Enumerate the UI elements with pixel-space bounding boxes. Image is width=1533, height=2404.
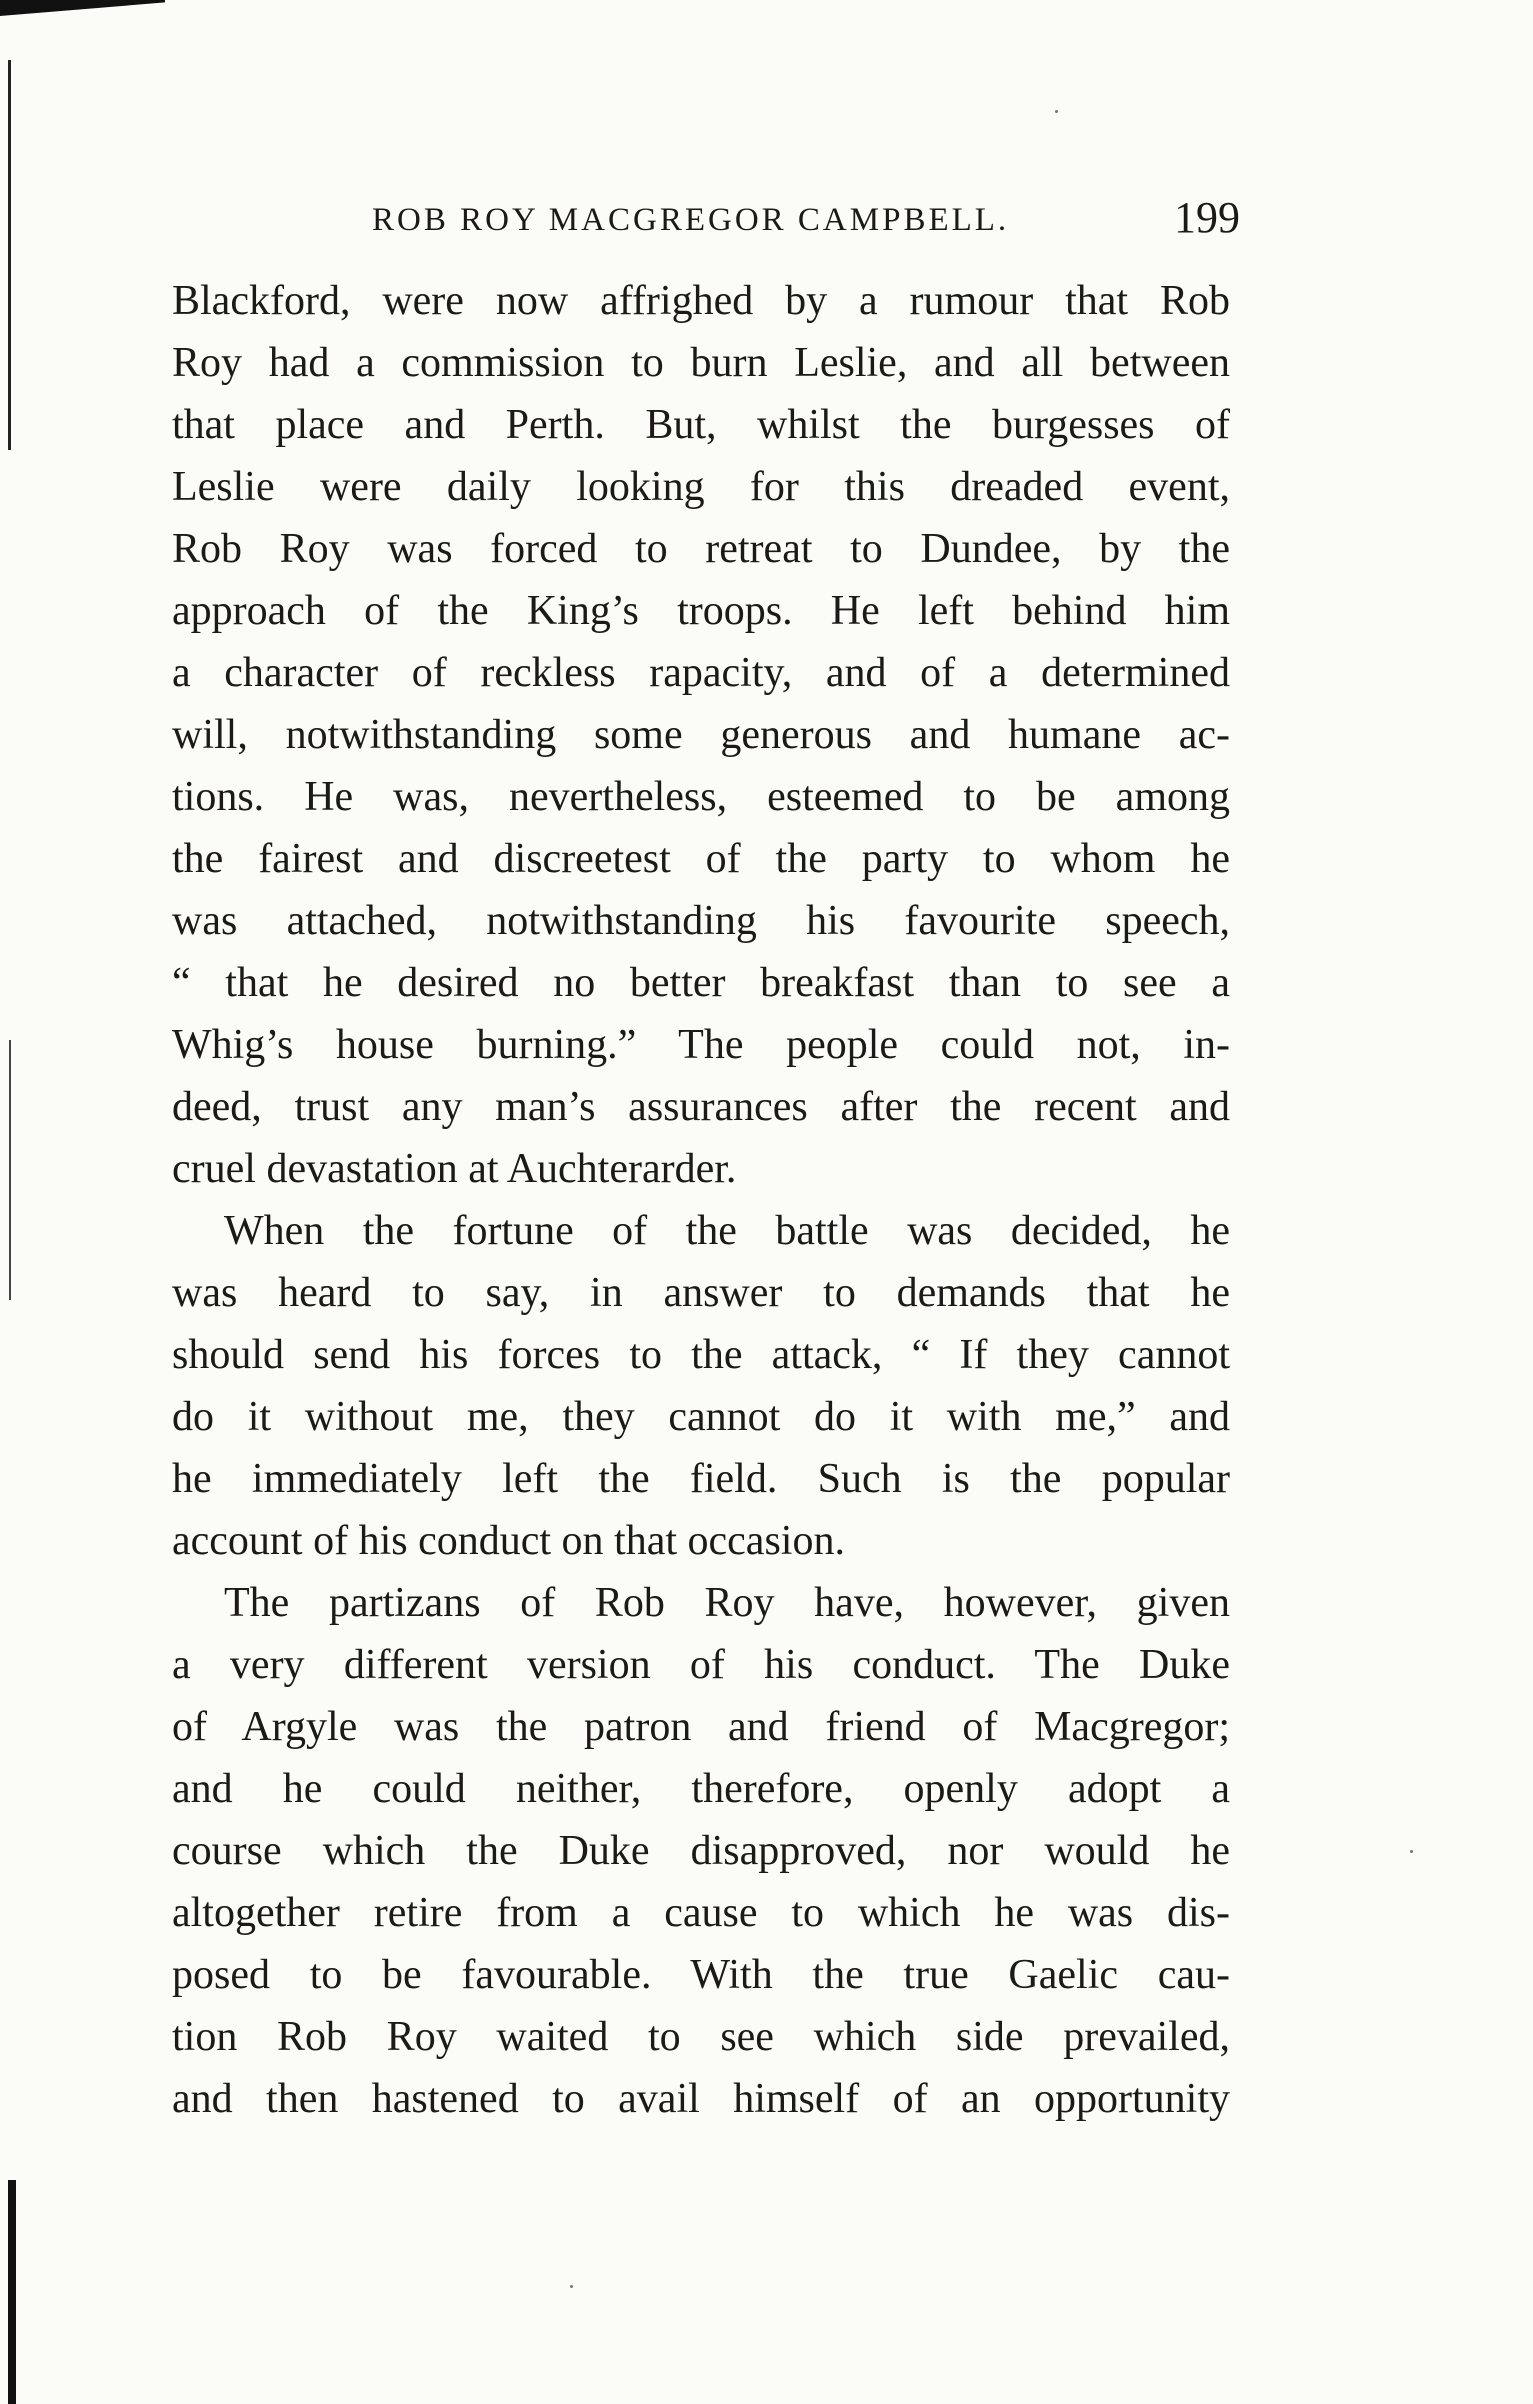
scan-edge-mark-top xyxy=(0,0,165,16)
text-line: the fairest and discreetest of the party to whom he xyxy=(172,836,1230,882)
text-line: account of his conduct on that occasion. xyxy=(172,1518,845,1564)
text-line: a character of reckless rapacity, and of a determined xyxy=(172,650,1230,696)
scan-speck xyxy=(570,2285,573,2288)
page-number: 199 xyxy=(1174,193,1240,242)
running-title: ROB ROY MACGREGOR CAMPBELL. xyxy=(372,202,1010,238)
text-line: should send his forces to the attack, “ If they cannot xyxy=(172,1332,1230,1378)
scan-speck xyxy=(1410,1850,1413,1853)
body-text xyxy=(172,270,1230,2130)
text-line: cruel devastation at Auchterarder. xyxy=(172,1146,737,1192)
page-header xyxy=(172,192,1240,252)
scan-edge-mark-left xyxy=(9,1040,11,1300)
text-line: Blackford, were now affrighed by a rumour that Rob xyxy=(172,278,1230,324)
text-line: do it without me, they cannot do it with me,” and xyxy=(172,1394,1230,1440)
text-line: tions. He was, nevertheless, esteemed to be among xyxy=(172,774,1230,820)
text-line: Leslie were daily looking for this dreaded event, xyxy=(172,464,1230,510)
paragraph xyxy=(172,270,1230,1200)
text-line: a very different version of his conduct. The Duke xyxy=(172,1642,1230,1688)
text-line: approach of the King’s troops. He left behind him xyxy=(172,588,1230,634)
paragraph xyxy=(172,1200,1230,1572)
text-line: that place and Perth. But, whilst the burgesses of xyxy=(172,402,1230,448)
text-line: and then hastened to avail himself of an opportunity xyxy=(172,2076,1230,2122)
text-line: of Argyle was the patron and friend of Macgregor; xyxy=(172,1704,1230,1750)
paragraph xyxy=(172,1572,1230,2130)
scan-edge-mark-left xyxy=(8,60,11,450)
text-line: altogether retire from a cause to which he was dis- xyxy=(172,1890,1230,1936)
scan-edge-mark-left xyxy=(8,2180,16,2404)
text-line: Roy had a commission to burn Leslie, and all between xyxy=(172,340,1230,386)
text-line: When the fortune of the battle was decided, he xyxy=(224,1208,1230,1254)
text-line: “ that he desired no better breakfast than to see a xyxy=(172,960,1230,1006)
text-line: deed, trust any man’s assurances after the recent and xyxy=(172,1084,1230,1130)
text-line: tion Rob Roy waited to see which side prevailed, xyxy=(172,2014,1230,2060)
text-line: posed to be favourable. With the true Gaelic cau- xyxy=(172,1952,1230,1998)
text-line: Rob Roy was forced to retreat to Dundee, by the xyxy=(172,526,1230,572)
text-line: will, notwithstanding some generous and humane ac- xyxy=(172,712,1230,758)
text-line: was heard to say, in answer to demands that he xyxy=(172,1270,1230,1316)
text-line: he immediately left the field. Such is the popular xyxy=(172,1456,1230,1502)
text-line: and he could neither, therefore, openly adopt a xyxy=(172,1766,1230,1812)
scan-speck xyxy=(1055,110,1058,113)
text-line: course which the Duke disapproved, nor would he xyxy=(172,1828,1230,1874)
text-line: Whig’s house burning.” The people could not, in- xyxy=(172,1022,1230,1068)
text-line: The partizans of Rob Roy have, however, given xyxy=(224,1580,1230,1626)
text-line: was attached, notwithstanding his favourite speech, xyxy=(172,898,1230,944)
